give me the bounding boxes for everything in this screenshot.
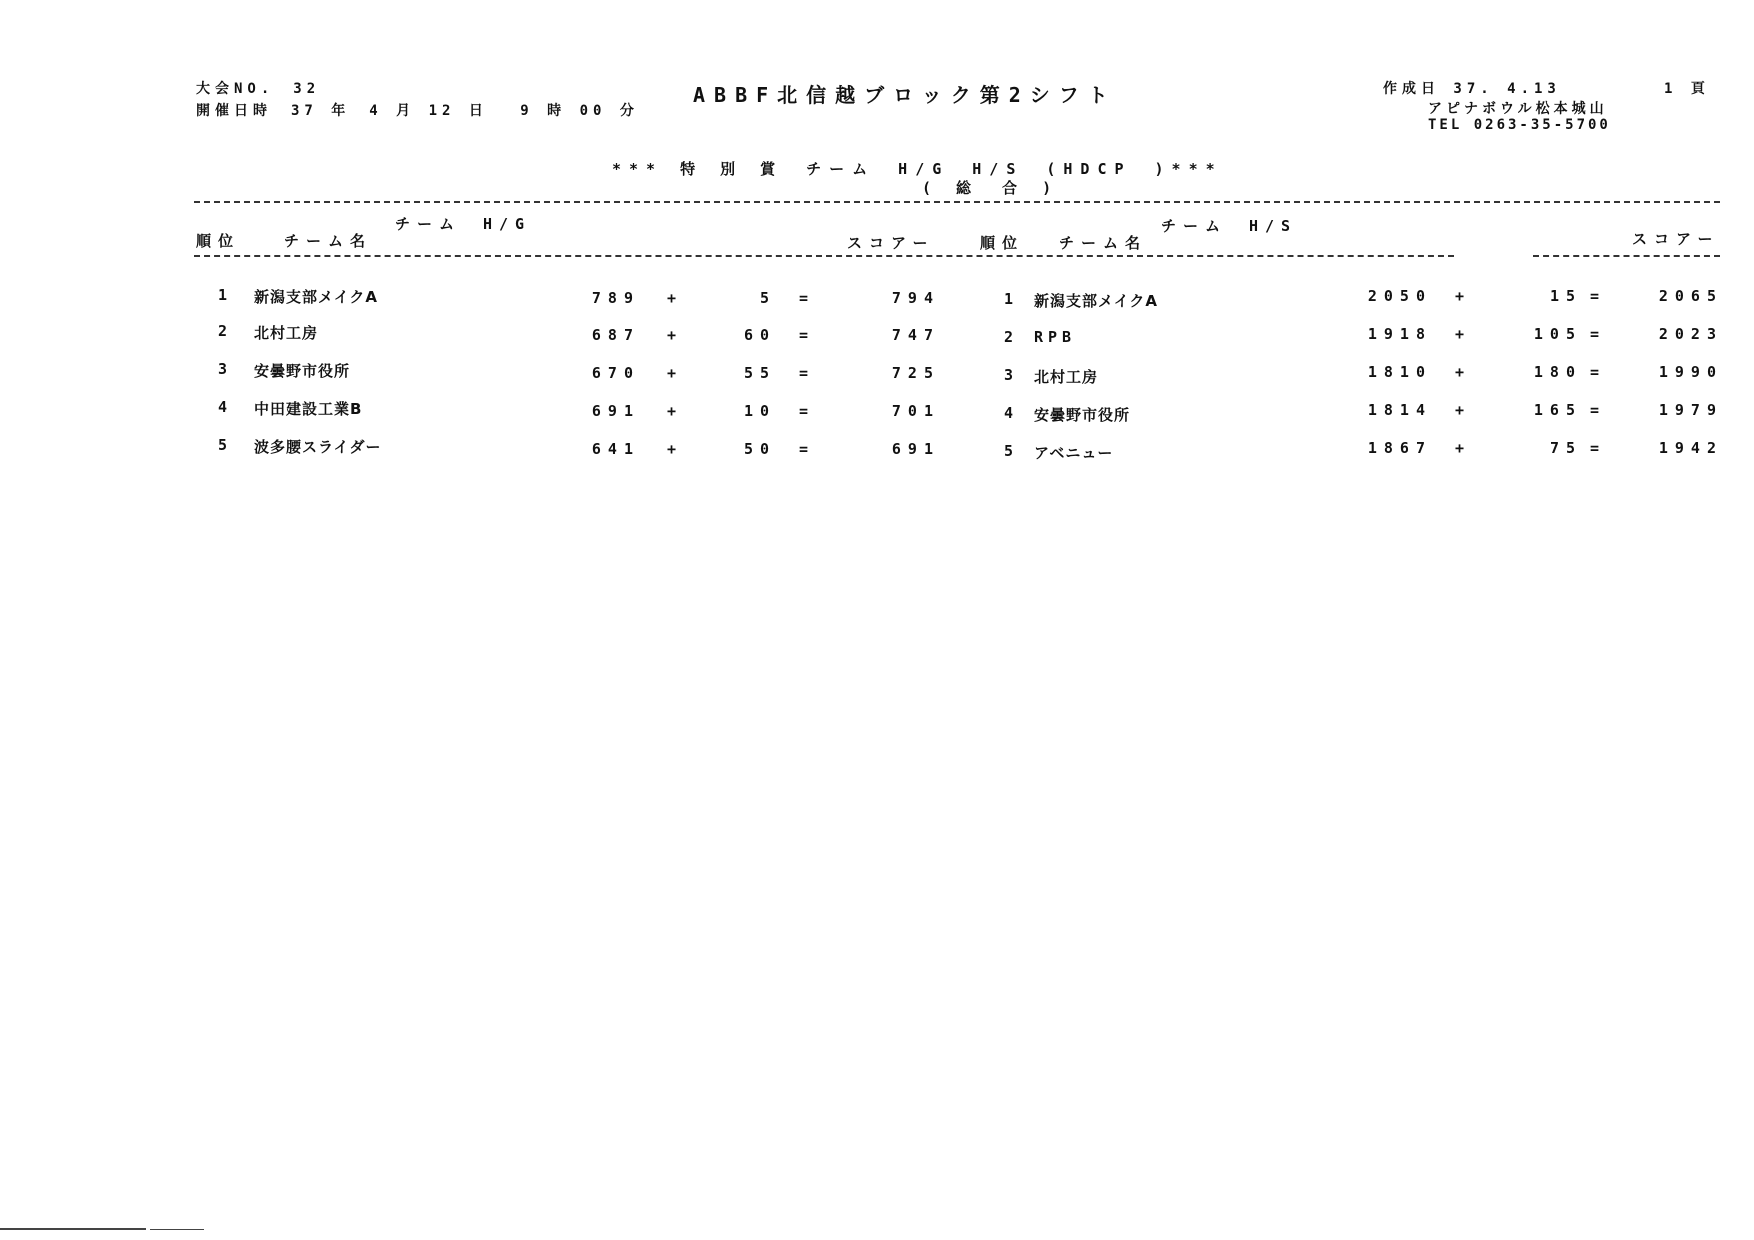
header-rule-bottom-left	[194, 255, 1454, 257]
footer-rule-short	[150, 1229, 204, 1230]
equals-sign: =	[799, 289, 816, 307]
hs-score: 1810	[1367, 363, 1432, 381]
hg-hdcp: 55	[743, 364, 776, 382]
equals-sign: =	[799, 364, 816, 382]
hg-score: 641	[591, 440, 640, 458]
hg-hdcp: 10	[743, 402, 776, 420]
hg-total: 691	[891, 440, 940, 458]
hs-score: 1867	[1367, 439, 1432, 457]
plus-sign: +	[1455, 287, 1472, 305]
page-number: 1 頁	[1664, 81, 1710, 97]
hs-hdcp: 75	[1549, 439, 1582, 457]
hs-team-name: RPB	[1034, 328, 1077, 346]
hs-hdcp: 180	[1533, 363, 1582, 381]
hg-total: 747	[891, 326, 940, 344]
plus-sign: +	[1455, 325, 1472, 343]
report-scope: ( 総 合 )	[922, 179, 1060, 197]
hg-group-header: チーム H/G	[395, 215, 532, 233]
hg-score: 670	[591, 364, 640, 382]
hg-team-name: 北村工房	[254, 324, 319, 342]
hs-total: 1990	[1658, 363, 1723, 381]
venue-name: アピナボウル松本城山	[1428, 101, 1608, 117]
plus-sign: +	[667, 326, 684, 344]
hg-hdcp: 50	[743, 440, 776, 458]
hs-rank: 3	[1004, 366, 1021, 384]
hs-total: 2065	[1658, 287, 1723, 305]
report-subtitle: *** 特 別 賞 チーム H/G H/S (HDCP )***	[612, 160, 1223, 178]
hs-group-header: チーム H/S	[1161, 217, 1298, 235]
score-header-right: スコアー	[1632, 230, 1720, 248]
score-header-left: スコアー	[847, 234, 935, 252]
hg-team-name: 安曇野市役所	[254, 362, 351, 380]
hs-rank: 2	[1004, 328, 1021, 346]
plus-sign: +	[667, 440, 684, 458]
hs-score: 1814	[1367, 401, 1432, 419]
hg-team-name: 新潟支部メイクA	[254, 288, 379, 306]
hg-rank: 5	[217, 436, 234, 454]
hg-team-name: 波多腰スライダー	[254, 438, 382, 456]
footer-rule	[0, 1228, 146, 1230]
hs-hdcp: 105	[1533, 325, 1582, 343]
hs-team-name: アベニュー	[1034, 444, 1114, 462]
equals-sign: =	[799, 326, 816, 344]
hs-rank: 1	[1004, 290, 1021, 308]
header-rule-bottom-right	[1533, 255, 1720, 257]
team-name-header-right: チーム名	[1059, 234, 1148, 252]
held-datetime: 開催日時 37 年 4 月 12 日 9 時 00 分	[196, 103, 639, 119]
hs-total: 1979	[1658, 401, 1723, 419]
hg-rank: 3	[217, 360, 234, 378]
hg-rank: 2	[217, 322, 234, 340]
plus-sign: +	[667, 402, 684, 420]
plus-sign: +	[667, 289, 684, 307]
plus-sign: +	[667, 364, 684, 382]
hg-score: 691	[591, 402, 640, 420]
hs-score: 2050	[1367, 287, 1432, 305]
team-name-header: チーム名	[284, 232, 373, 250]
equals-sign: =	[1590, 287, 1607, 305]
hs-team-name: 安曇野市役所	[1034, 406, 1131, 424]
plus-sign: +	[1455, 363, 1472, 381]
hg-hdcp: 5	[759, 289, 776, 307]
equals-sign: =	[1590, 363, 1607, 381]
equals-sign: =	[799, 440, 816, 458]
hg-rank: 1	[217, 286, 234, 304]
hg-score: 687	[591, 326, 640, 344]
hs-team-name: 北村工房	[1034, 368, 1099, 386]
equals-sign: =	[799, 402, 816, 420]
hs-total: 1942	[1658, 439, 1723, 457]
header-rule-top	[194, 201, 1720, 203]
equals-sign: =	[1590, 325, 1607, 343]
rank-header: 順位	[196, 232, 241, 250]
hg-total: 701	[891, 402, 940, 420]
page-title: ABBF北信越ブロック第2シフト	[693, 83, 1117, 107]
hs-score: 1918	[1367, 325, 1432, 343]
hs-team-name: 新潟支部メイクA	[1034, 292, 1159, 310]
plus-sign: +	[1455, 401, 1472, 419]
created-date: 作成日 37. 4.13	[1383, 81, 1561, 97]
rank-header-right: 順位	[980, 234, 1025, 252]
hg-score: 789	[591, 289, 640, 307]
hg-total: 725	[891, 364, 940, 382]
hg-total: 794	[891, 289, 940, 307]
hs-rank: 4	[1004, 404, 1021, 422]
hs-total: 2023	[1658, 325, 1723, 343]
hg-hdcp: 60	[743, 326, 776, 344]
equals-sign: =	[1590, 439, 1607, 457]
plus-sign: +	[1455, 439, 1472, 457]
hs-rank: 5	[1004, 442, 1021, 460]
hs-hdcp: 165	[1533, 401, 1582, 419]
hg-team-name: 中田建設工業B	[254, 400, 363, 418]
equals-sign: =	[1590, 401, 1607, 419]
hg-rank: 4	[217, 398, 234, 416]
hs-hdcp: 15	[1549, 287, 1582, 305]
tournament-number: 大会NO. 32	[196, 81, 321, 97]
venue-tel: TEL 0263-35-5700	[1428, 117, 1611, 133]
